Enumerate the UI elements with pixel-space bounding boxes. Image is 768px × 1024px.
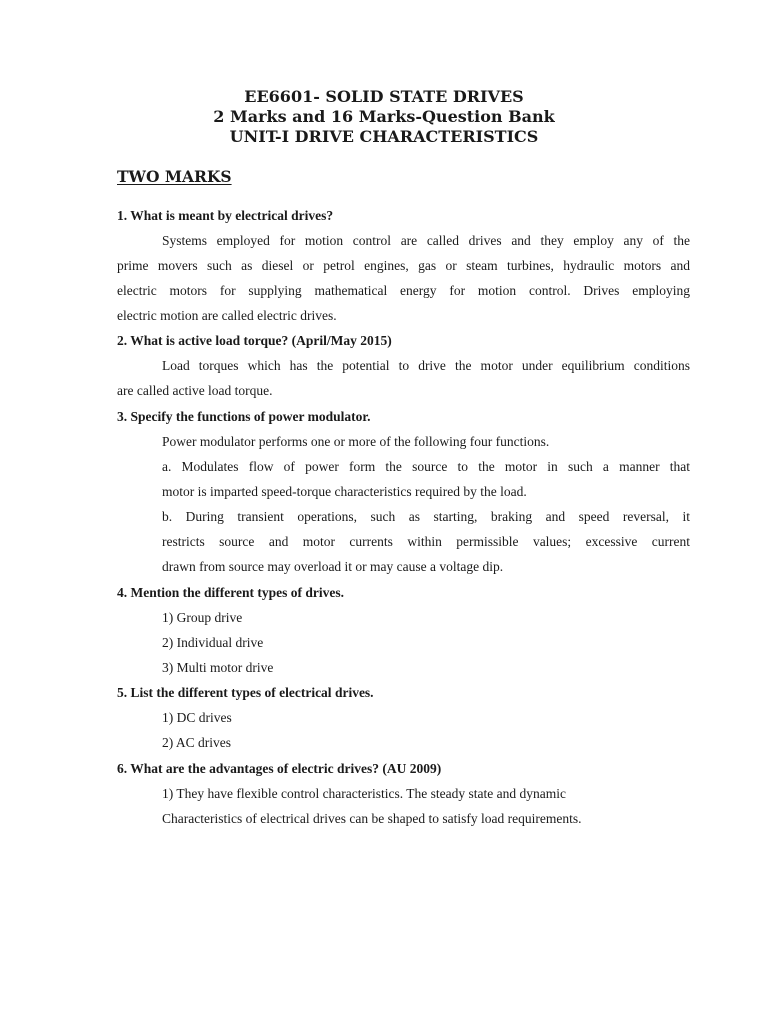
answer-6-line-2: Characteristics of electrical drives can be shaped to satisfy load requirements.: [162, 811, 582, 826]
question-bank-title: 2 Marks and 16 Marks-Question Bank: [213, 107, 555, 126]
answer-3-line-6: drawn from source may overload it or may cause a voltage dip.: [162, 559, 504, 574]
answer-4-item-1: 1) Group drive: [162, 610, 243, 625]
answer-4-item-3: 3) Multi motor drive: [162, 660, 274, 675]
answer-2-line-2: are called active load torque.: [117, 383, 273, 398]
question-3: 3. Specify the functions of power modulator.: [117, 409, 371, 424]
answer-1-line-2: prime movers such as diesel or petrol engines, gas or steam turbines, hydraulic motors and: [117, 258, 690, 273]
answer-1-line-3: electric motors for supplying mathematical energy for motion control. Drives employing: [117, 283, 690, 298]
question-6: 6. What are the advantages of electric drives? (AU 2009): [117, 761, 442, 776]
answer-3-line-1: Power modulator performs one or more of the following four functions.: [162, 434, 550, 449]
course-title: EE6601- SOLID STATE DRIVES: [244, 87, 524, 106]
answer-1-line-1: Systems employed for motion control are called drives and they employ any of the: [162, 233, 690, 248]
answer-3-line-4: b. During transient operations, such as starting, braking and speed reversal, it: [162, 509, 690, 524]
section-heading-two-marks: TWO MARKS: [117, 167, 232, 186]
question-1: 1. What is meant by electrical drives?: [117, 208, 334, 223]
answer-6-line-1: 1) They have flexible control characteristics. The steady state and dynamic: [162, 786, 566, 801]
answer-1-line-4: electric motion are called electric drives.: [117, 308, 337, 323]
answer-5-item-2: 2) AC drives: [162, 735, 231, 750]
question-5: 5. List the different types of electrical drives.: [117, 685, 374, 700]
question-2: 2. What is active load torque? (April/May 2015): [117, 333, 392, 348]
answer-3-line-3: motor is imparted speed-torque characteristics required by the load.: [162, 484, 527, 499]
answer-4-item-2: 2) Individual drive: [162, 635, 264, 650]
answer-2-line-1: Load torques which has the potential to drive the motor under equilibrium conditions: [162, 358, 690, 373]
answer-3-line-2: a. Modulates flow of power form the source to the motor in such a manner that: [162, 459, 690, 474]
unit-title: UNIT-I DRIVE CHARACTERISTICS: [229, 127, 539, 146]
answer-5-item-1: 1) DC drives: [162, 710, 232, 725]
question-4: 4. Mention the different types of drives.: [117, 585, 344, 600]
answer-3-line-5: restricts source and motor currents within permissible values; excessive current: [162, 534, 690, 549]
